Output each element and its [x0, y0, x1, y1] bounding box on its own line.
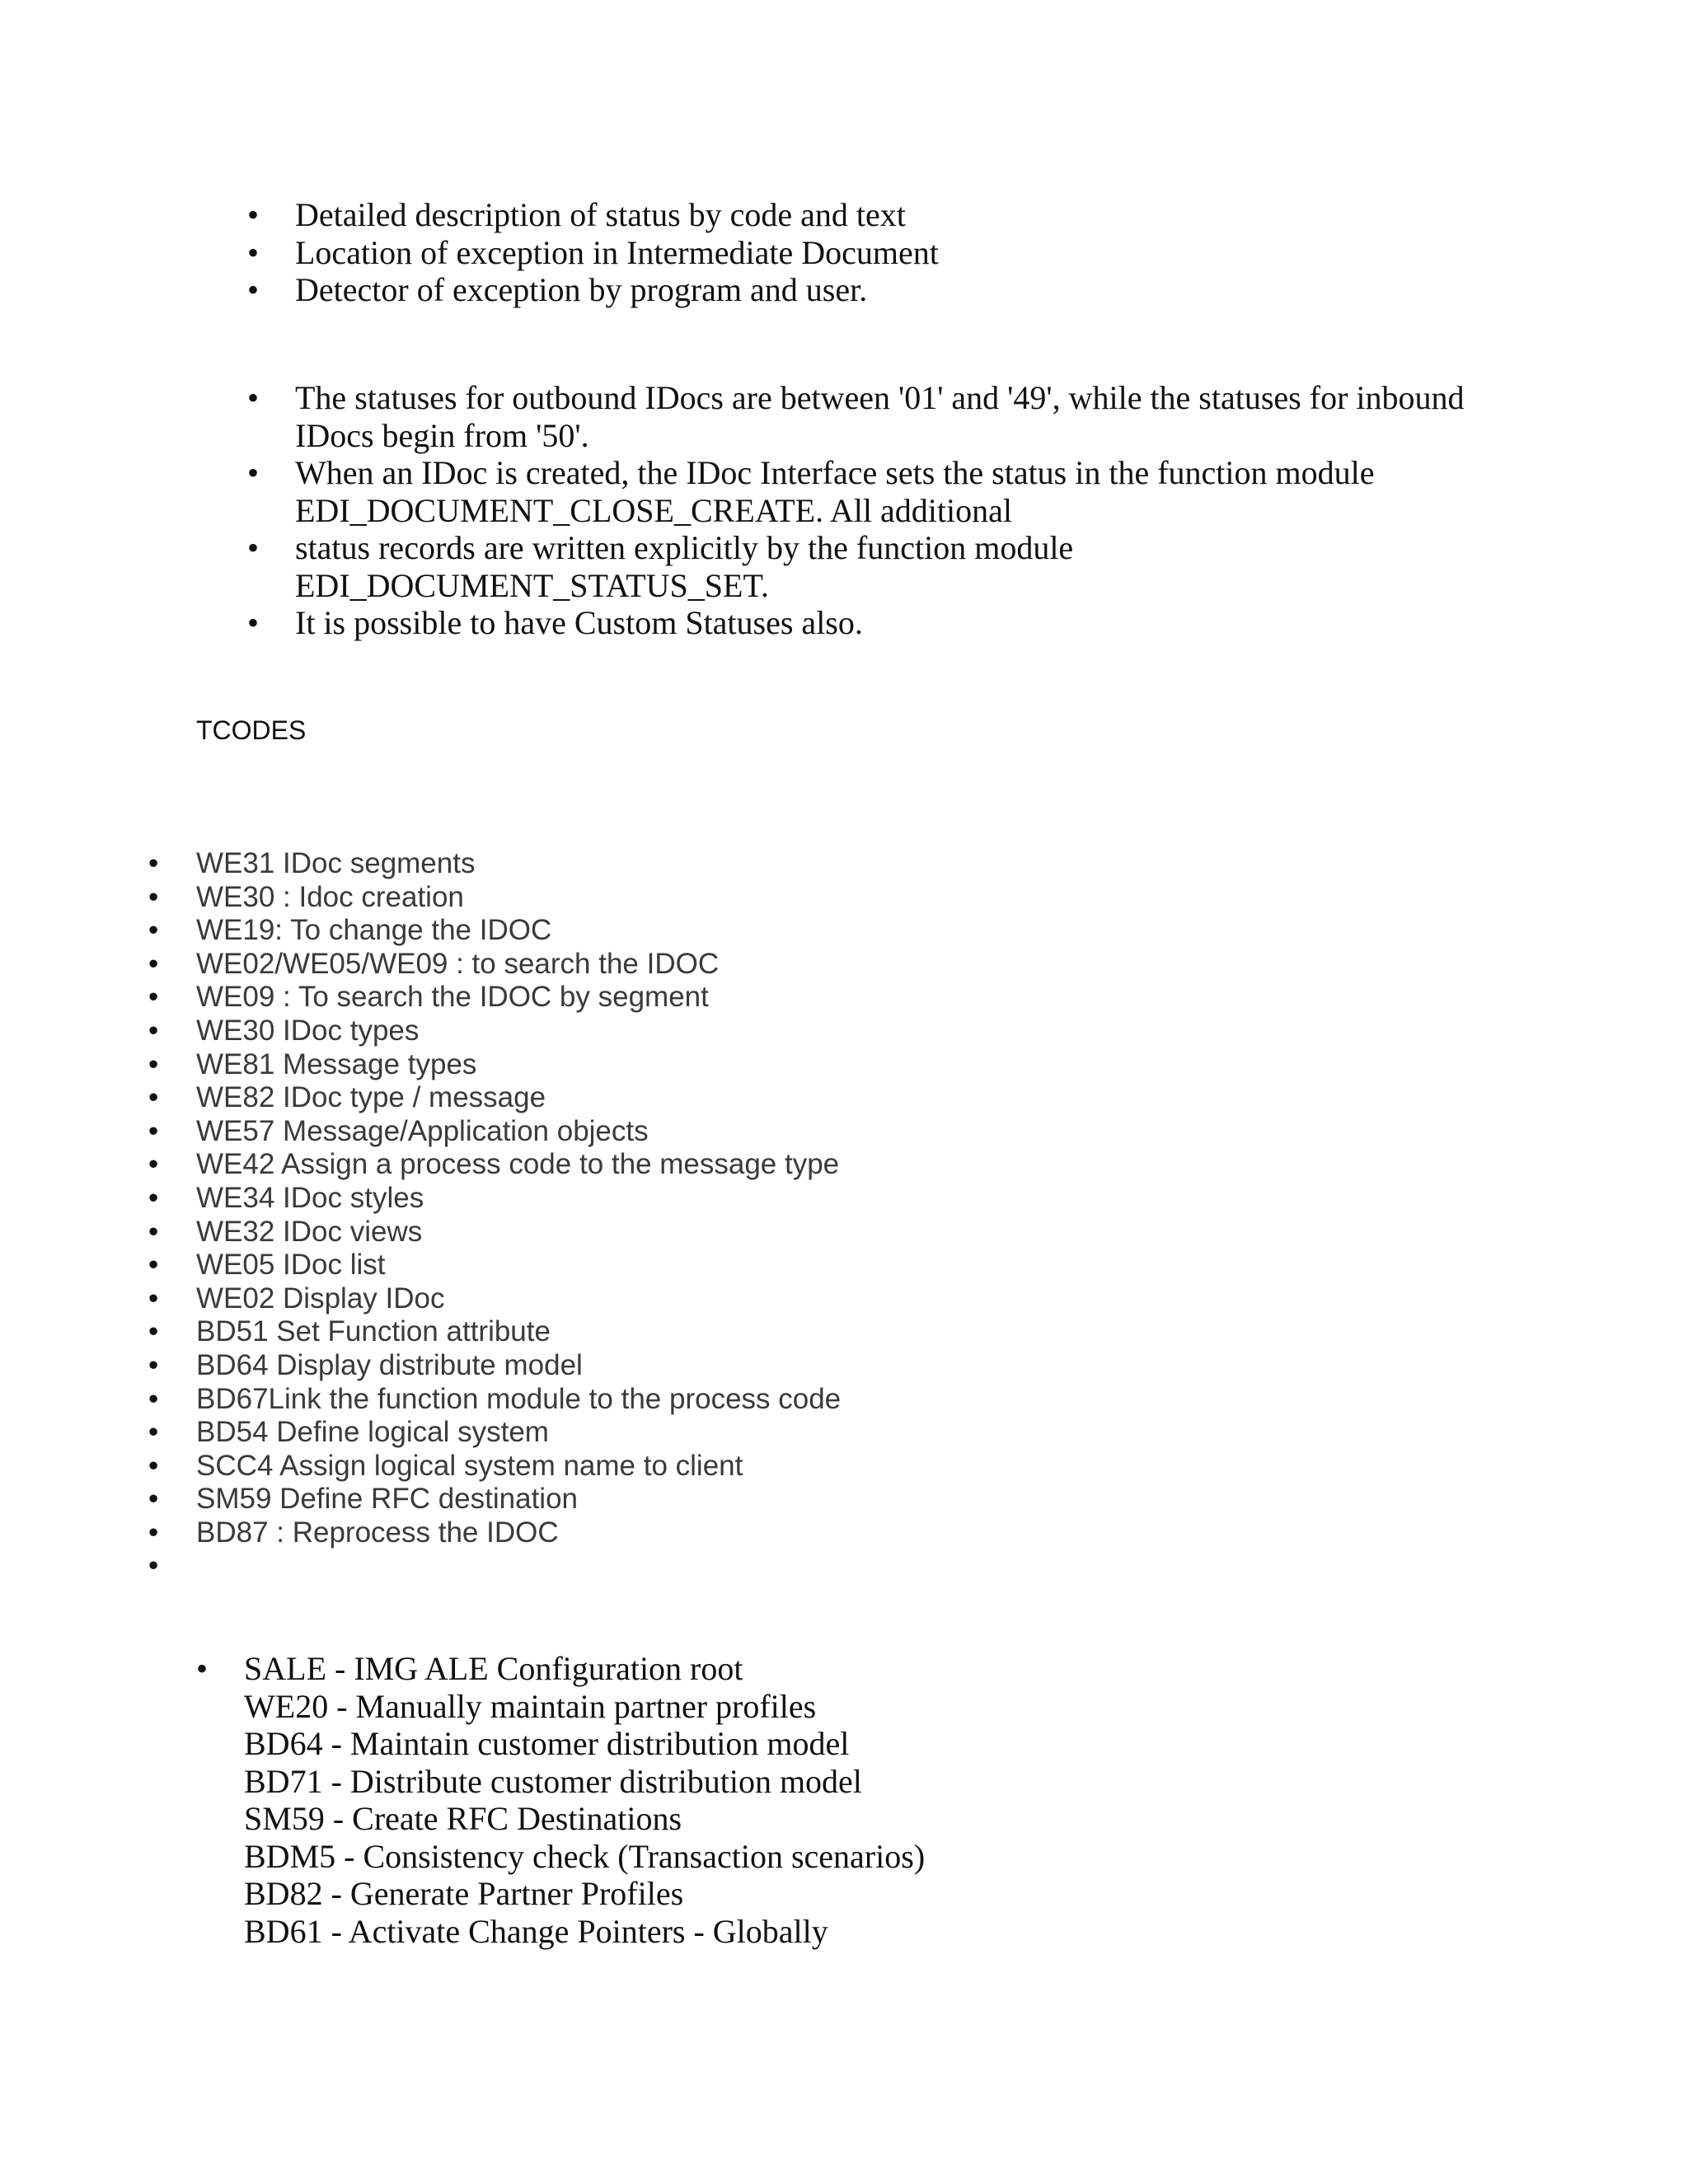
list-item-text: WE57 Message/Application objects: [196, 1114, 649, 1147]
list-item-text: When an IDoc is created, the IDoc Interface sets the status in the function module: [295, 454, 1375, 491]
bullet-marker: •: [247, 379, 260, 416]
list-item-text: WE05 IDoc list: [196, 1249, 386, 1282]
list-item-empty: [148, 1549, 841, 1583]
list-item: [148, 1048, 841, 1082]
bullet-marker: •: [247, 454, 260, 491]
list-item-text: WE32 IDoc views: [196, 1215, 423, 1248]
list-item-text-continued: EDI_DOCUMENT_CLOSE_CREATE. All additional: [295, 491, 1012, 529]
bullet-marker: •: [148, 1282, 159, 1315]
bullet-marker: •: [148, 1483, 159, 1516]
config-line: SM59 - Create RFC Destinations: [244, 1800, 682, 1837]
list-item: [247, 529, 1465, 604]
list-item: [148, 1282, 841, 1316]
list-item-text: status records are written explicitly by the function module: [295, 529, 1074, 566]
list-item-text: It is possible to have Custom Statuses also.: [295, 604, 863, 641]
list-item-text: The statuses for outbound IDocs are between '01' and '49', while the statuses for inbound: [295, 379, 1465, 416]
config-line: SALE - IMG ALE Configuration root: [244, 1650, 743, 1687]
bullet-marker: •: [148, 1348, 159, 1381]
list-item-text: WE82 IDoc type / message: [196, 1081, 546, 1114]
bullet-marker: •: [148, 1449, 159, 1482]
list-item: [247, 379, 1465, 454]
list-item: [148, 981, 841, 1015]
list-item: [148, 1516, 841, 1550]
list-item-text: WE42 Assign a process code to the message type: [196, 1148, 840, 1181]
list-item: [148, 1015, 841, 1048]
list-item: [247, 271, 939, 309]
bullet-marker: •: [247, 529, 260, 566]
bullet-marker: •: [148, 1047, 159, 1080]
bullet-marker: •: [247, 271, 260, 308]
list-item: [247, 234, 939, 272]
bullet-marker: •: [196, 1650, 209, 1687]
list-item-text: WE09 : To search the IDOC by segment: [196, 981, 709, 1014]
list-item-text: WE02 Display IDoc: [196, 1282, 445, 1315]
config-line: BD61 - Activate Change Pointers - Globally: [244, 1912, 828, 1950]
config-line: BD64 - Maintain customer distribution model: [244, 1725, 850, 1762]
list-item: [148, 1249, 841, 1282]
bullet-marker: •: [148, 1549, 159, 1582]
list-item-text: BD67Link the function module to the process code: [196, 1382, 842, 1415]
list-item-text: WE19: To change the IDOC: [196, 914, 552, 947]
list-item: [148, 1416, 841, 1450]
list-item-text: BD51 Set Function attribute: [196, 1315, 551, 1348]
bullet-marker: •: [148, 914, 159, 947]
list-item-text: WE81 Message types: [196, 1047, 477, 1080]
list-item: [148, 1450, 841, 1483]
bullet-marker: •: [247, 233, 260, 271]
tcodes-list: [148, 847, 841, 1583]
list-item: [196, 1650, 925, 1950]
list-item-text: Detailed description of status by code and text: [295, 196, 906, 233]
bullet-marker: •: [247, 604, 260, 641]
bullet-marker: •: [247, 196, 260, 233]
config-line: BD82 - Generate Partner Profiles: [244, 1875, 684, 1912]
list-item: [148, 1182, 841, 1216]
list-item-text: WE30 IDoc types: [196, 1014, 420, 1047]
list-item: [148, 847, 841, 881]
list-item: [148, 1315, 841, 1349]
config-line: BD71 - Distribute customer distribution model: [244, 1762, 862, 1800]
list-item-text: SM59 Define RFC destination: [196, 1483, 578, 1516]
list-item: [148, 948, 841, 982]
bullet-marker: •: [148, 1416, 159, 1449]
bullet-marker: •: [148, 1081, 159, 1114]
list-item: [148, 1081, 841, 1115]
section-heading: TCODES: [196, 715, 307, 745]
bullet-marker: •: [148, 1114, 159, 1147]
list-item-text-continued: IDocs begin from '50'.: [295, 416, 589, 454]
bullet-marker: •: [148, 1382, 159, 1415]
list-item: [148, 881, 841, 915]
list-item-text: Location of exception in Intermediate Document: [295, 233, 939, 271]
ale-config-list: [196, 1650, 925, 1950]
status-details-list: [247, 196, 939, 309]
list-item: [247, 454, 1465, 529]
list-item: [148, 1349, 841, 1383]
list-item-text: WE31 IDoc segments: [196, 847, 476, 879]
config-line: BDM5 - Consistency check (Transaction scenarios): [244, 1837, 926, 1875]
list-item-text: WE34 IDoc styles: [196, 1181, 424, 1214]
bullet-marker: •: [148, 1249, 159, 1282]
list-item-text: BD54 Define logical system: [196, 1416, 549, 1449]
bullet-marker: •: [148, 847, 159, 879]
status-notes-list: [247, 379, 1465, 642]
bullet-marker: •: [148, 1516, 159, 1549]
bullet-marker: •: [148, 880, 159, 913]
list-item-text: WE02/WE05/WE09 : to search the IDOC: [196, 947, 720, 980]
bullet-marker: •: [148, 1014, 159, 1047]
list-item-text: BD64 Display distribute model: [196, 1348, 583, 1381]
list-item: [148, 1148, 841, 1182]
config-line: WE20 - Manually maintain partner profiles: [244, 1687, 817, 1725]
list-item: [148, 1383, 841, 1417]
bullet-marker: •: [148, 947, 159, 980]
list-item-text: BD87 : Reprocess the IDOC: [196, 1516, 559, 1549]
list-item-text: WE30 : Idoc creation: [196, 880, 464, 913]
list-item-text: SCC4 Assign logical system name to client: [196, 1449, 743, 1482]
list-item: [148, 914, 841, 948]
list-item-text: Detector of exception by program and user.: [295, 271, 868, 308]
list-item: [247, 604, 1465, 642]
bullet-marker: •: [148, 981, 159, 1014]
bullet-marker: •: [148, 1315, 159, 1348]
list-item: [247, 196, 939, 234]
list-item: [148, 1115, 841, 1149]
list-item: [148, 1483, 841, 1516]
list-item-text-continued: EDI_DOCUMENT_STATUS_SET.: [295, 566, 769, 604]
bullet-marker: •: [148, 1148, 159, 1181]
bullet-marker: •: [148, 1215, 159, 1248]
list-item: [148, 1216, 841, 1249]
bullet-marker: •: [148, 1181, 159, 1214]
